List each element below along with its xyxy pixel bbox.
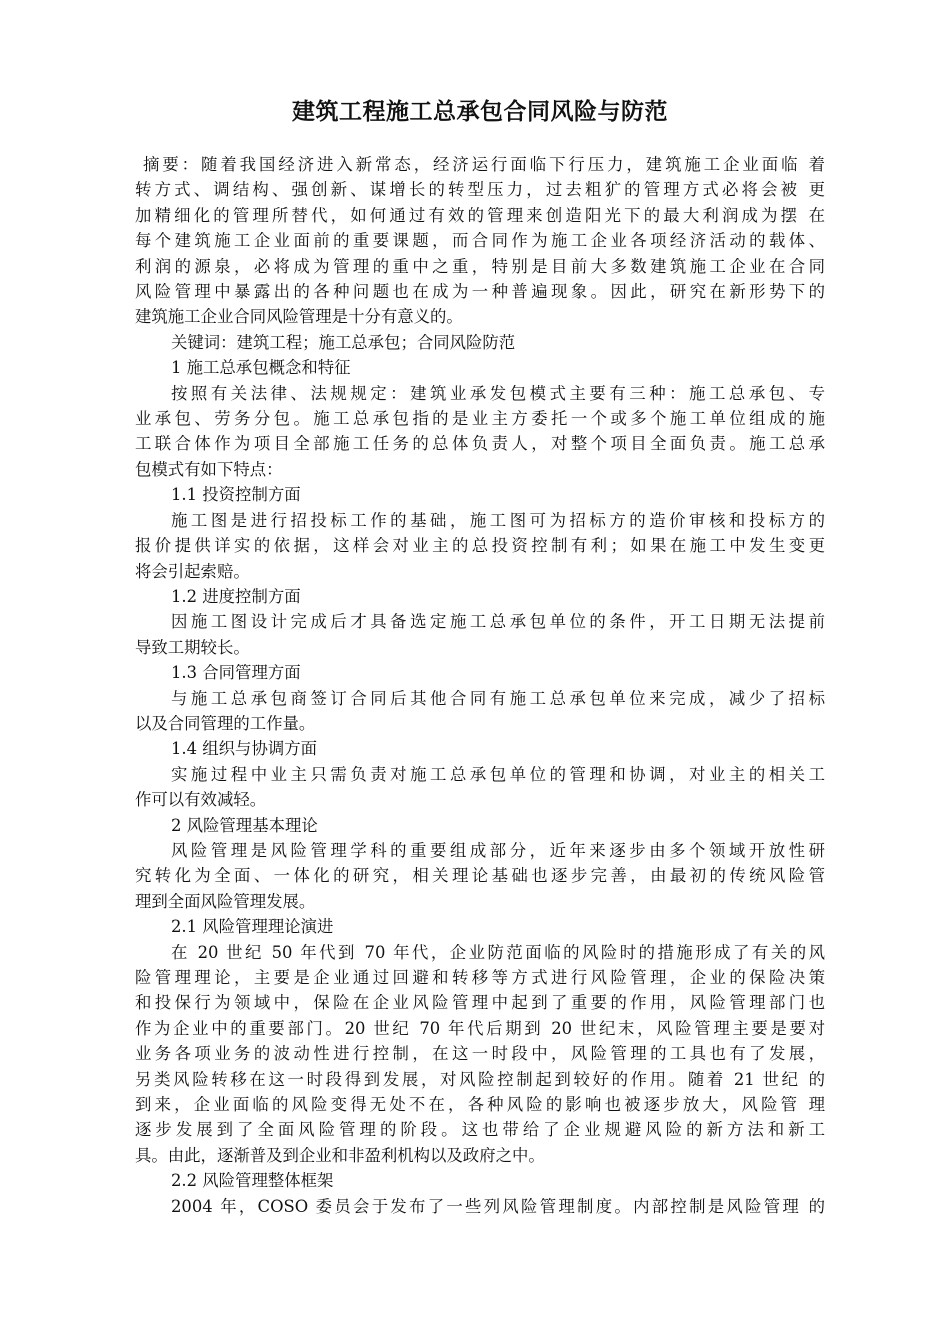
paragraph-line: 究转化为全面、一体化的研究，相关理论基础也逐步完善，由最初的传统风险管 xyxy=(135,866,825,886)
paragraph-line: 报价提供详实的依据，这样会对业主的总投资控制有利；如果在施工中发生变更 xyxy=(135,536,825,556)
document-title: 建筑工程施工总承包合同风险与防范 xyxy=(292,98,668,125)
abstract-line: 转方式、调结构、强创新、谋增长的转型压力，过去粗犷的管理方式必将会被 更 xyxy=(135,180,825,200)
paragraph-line: 包模式有如下特点： xyxy=(135,459,283,479)
paragraph xyxy=(135,940,825,1169)
abstract-line: 每个建筑施工企业面前的重要课题，而合同作为施工企业各项经济活动的载体、 xyxy=(135,231,825,251)
paragraph-line: 到来，企业面临的风险变得无处不在，各种风险的影响也被逐步放大，风险管 理 xyxy=(135,1095,825,1115)
document-page xyxy=(135,92,825,1219)
paragraph-line: 业承包、劳务分包。施工总承包指的是业主方委托一个或多个施工单位组成的施 xyxy=(135,409,825,429)
paragraph-line: 险管理理论，主要是企业通过回避和转移等方式进行风险管理，企业的保险决策 xyxy=(135,968,825,987)
paragraph-line: 因施工图设计完成后才具备选定施工总承包单位的条件，开工日期无法提前 xyxy=(171,612,825,632)
paragraph-line: 施工图是进行招投标工作的基础，施工图可为招标方的造价审核和投标方的 xyxy=(171,510,825,530)
section-heading: 1.4 组织与协调方面 xyxy=(171,739,318,759)
paragraph-line: 作可以有效减轻。 xyxy=(135,790,267,810)
paragraph xyxy=(135,508,825,584)
section-heading: 2.1 风险管理理论演进 xyxy=(171,917,334,937)
paragraph-line: 具。由此，逐渐普及到企业和非盈利机构以及政府之中。 xyxy=(135,1145,545,1165)
abstract-line: 建筑施工企业合同风险管理是十分有意义的。 xyxy=(135,307,463,327)
paragraph-line: 风险管理是风险管理学科的重要组成部分，近年来逐步由多个领域开放性研 xyxy=(171,840,825,860)
section-heading: 1.1 投资控制方面 xyxy=(171,485,301,505)
section-heading: 2.2 风险管理整体框架 xyxy=(171,1171,334,1191)
abstract xyxy=(135,152,825,330)
document-body xyxy=(135,355,825,1219)
paragraph xyxy=(135,381,825,483)
paragraph-line: 作为企业中的重要部门。20 世纪 70 年代后期到 20 世纪末，风险管理主要是要对 xyxy=(135,1018,825,1038)
paragraph-line: 在 20 世纪 50 年代到 70 年代，企业防范面临的风险时的措施形成了有关的风 xyxy=(171,942,825,962)
paragraph-line: 理到全面风险管理发展。 xyxy=(135,891,316,911)
section-heading: 2 风险管理基本理论 xyxy=(171,815,318,835)
paragraph-line: 按照有关法律、法规规定：建筑业承发包模式主要有三种：施工总承包、专 xyxy=(171,383,825,403)
paragraph-line: 逐步发展到了全面风险管理的阶段。这也带给了企业规避风险的新方法和新工 xyxy=(135,1120,825,1140)
paragraph-line: 与施工总承包商签订合同后其他合同有施工总承包单位来完成，减少了招标 xyxy=(171,688,825,708)
abstract-line: 摘要：随着我国经济进入新常态，经济运行面临下行压力，建筑施工企业面临 着 xyxy=(143,155,825,174)
paragraph-line: 和投保行为领域中，保险在企业风险管理中起到了重要的作用，风险管理部门也 xyxy=(135,993,825,1013)
paragraph-line: 实施过程中业主只需负责对施工总承包单位的管理和协调，对业主的相关工 xyxy=(171,764,825,784)
paragraph-line: 导致工期较长。 xyxy=(135,637,250,657)
keywords: 关键词：建筑工程；施工总承包；合同风险防范 xyxy=(171,332,516,352)
section-heading: 1.2 进度控制方面 xyxy=(171,586,301,606)
paragraph xyxy=(135,1194,825,1219)
paragraph xyxy=(135,838,825,914)
paragraph xyxy=(135,609,825,660)
paragraph-line: 另类风险转移在这一时段得到发展，对风险控制起到较好的作用。随着 21 世纪 的 xyxy=(135,1069,825,1089)
section-heading: 1 施工总承包概念和特征 xyxy=(171,358,351,378)
paragraph xyxy=(135,762,825,813)
paragraph-line: 工联合体作为项目全部施工任务的总体负责人，对整个项目全面负责。施工总承 xyxy=(135,434,825,454)
paragraph-line: 2004 年，COSO 委员会于发布了一些列风险管理制度。内部控制是风险管理 的 xyxy=(171,1196,825,1216)
paragraph xyxy=(135,686,825,737)
paragraph-line: 将会引起索赔。 xyxy=(135,561,250,581)
paragraph-line: 以及合同管理的工作量。 xyxy=(135,713,316,733)
section-heading: 1.3 合同管理方面 xyxy=(171,663,301,683)
abstract-line: 加精细化的管理所替代，如何通过有效的管理来创造阳光下的最大利润成为摆 在 xyxy=(135,205,825,225)
paragraph-line: 业务各项业务的波动性进行控制，在这一时段中，风险管理的工具也有了发展， xyxy=(135,1044,825,1064)
abstract-line: 风险管理中暴露出的各种问题也在成为一种普遍现象。因此，研究在新形势下的 xyxy=(135,282,825,302)
abstract-line: 利润的源泉，必将成为管理的重中之重，特别是目前大多数建筑施工企业在合同 xyxy=(135,256,825,276)
